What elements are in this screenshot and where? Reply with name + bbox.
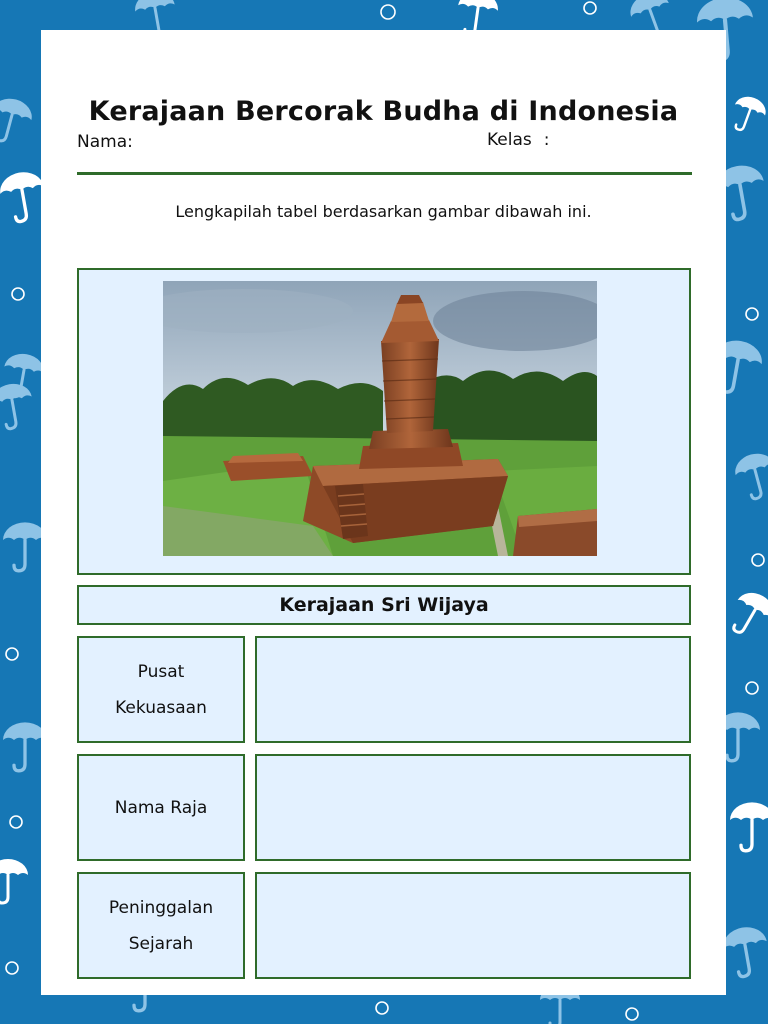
- kingdom-name-header: Kerajaan Sri Wijaya: [77, 585, 691, 625]
- header-divider: [77, 172, 692, 175]
- answer-field-pusat-kekuasaan[interactable]: [255, 636, 691, 743]
- row-label-peninggalan-sejarah: [77, 872, 245, 979]
- row-label-text: Pusat Kekuasaan: [115, 661, 207, 718]
- instruction-text: Lengkapilah tabel berdasarkan gambar dibawah ini.: [175, 202, 592, 221]
- class-label: [487, 130, 550, 150]
- class-label-colon: :: [543, 130, 550, 150]
- row-label-nama-raja: [77, 754, 245, 861]
- temple-photo: [163, 281, 597, 556]
- worksheet-sheet: [41, 30, 726, 995]
- class-label-text: Kelas: [487, 130, 532, 150]
- answer-field-peninggalan-sejarah[interactable]: [255, 872, 691, 979]
- photo-frame: [77, 268, 691, 575]
- row-label-text: Nama Raja: [114, 797, 208, 818]
- row-label-text: Peninggalan Sejarah: [108, 897, 214, 954]
- name-label: Nama:: [77, 132, 133, 152]
- worksheet-title: Kerajaan Bercorak Budha di Indonesia: [88, 96, 679, 127]
- answer-field-nama-raja[interactable]: [255, 754, 691, 861]
- row-label-pusat-kekuasaan: [77, 636, 245, 743]
